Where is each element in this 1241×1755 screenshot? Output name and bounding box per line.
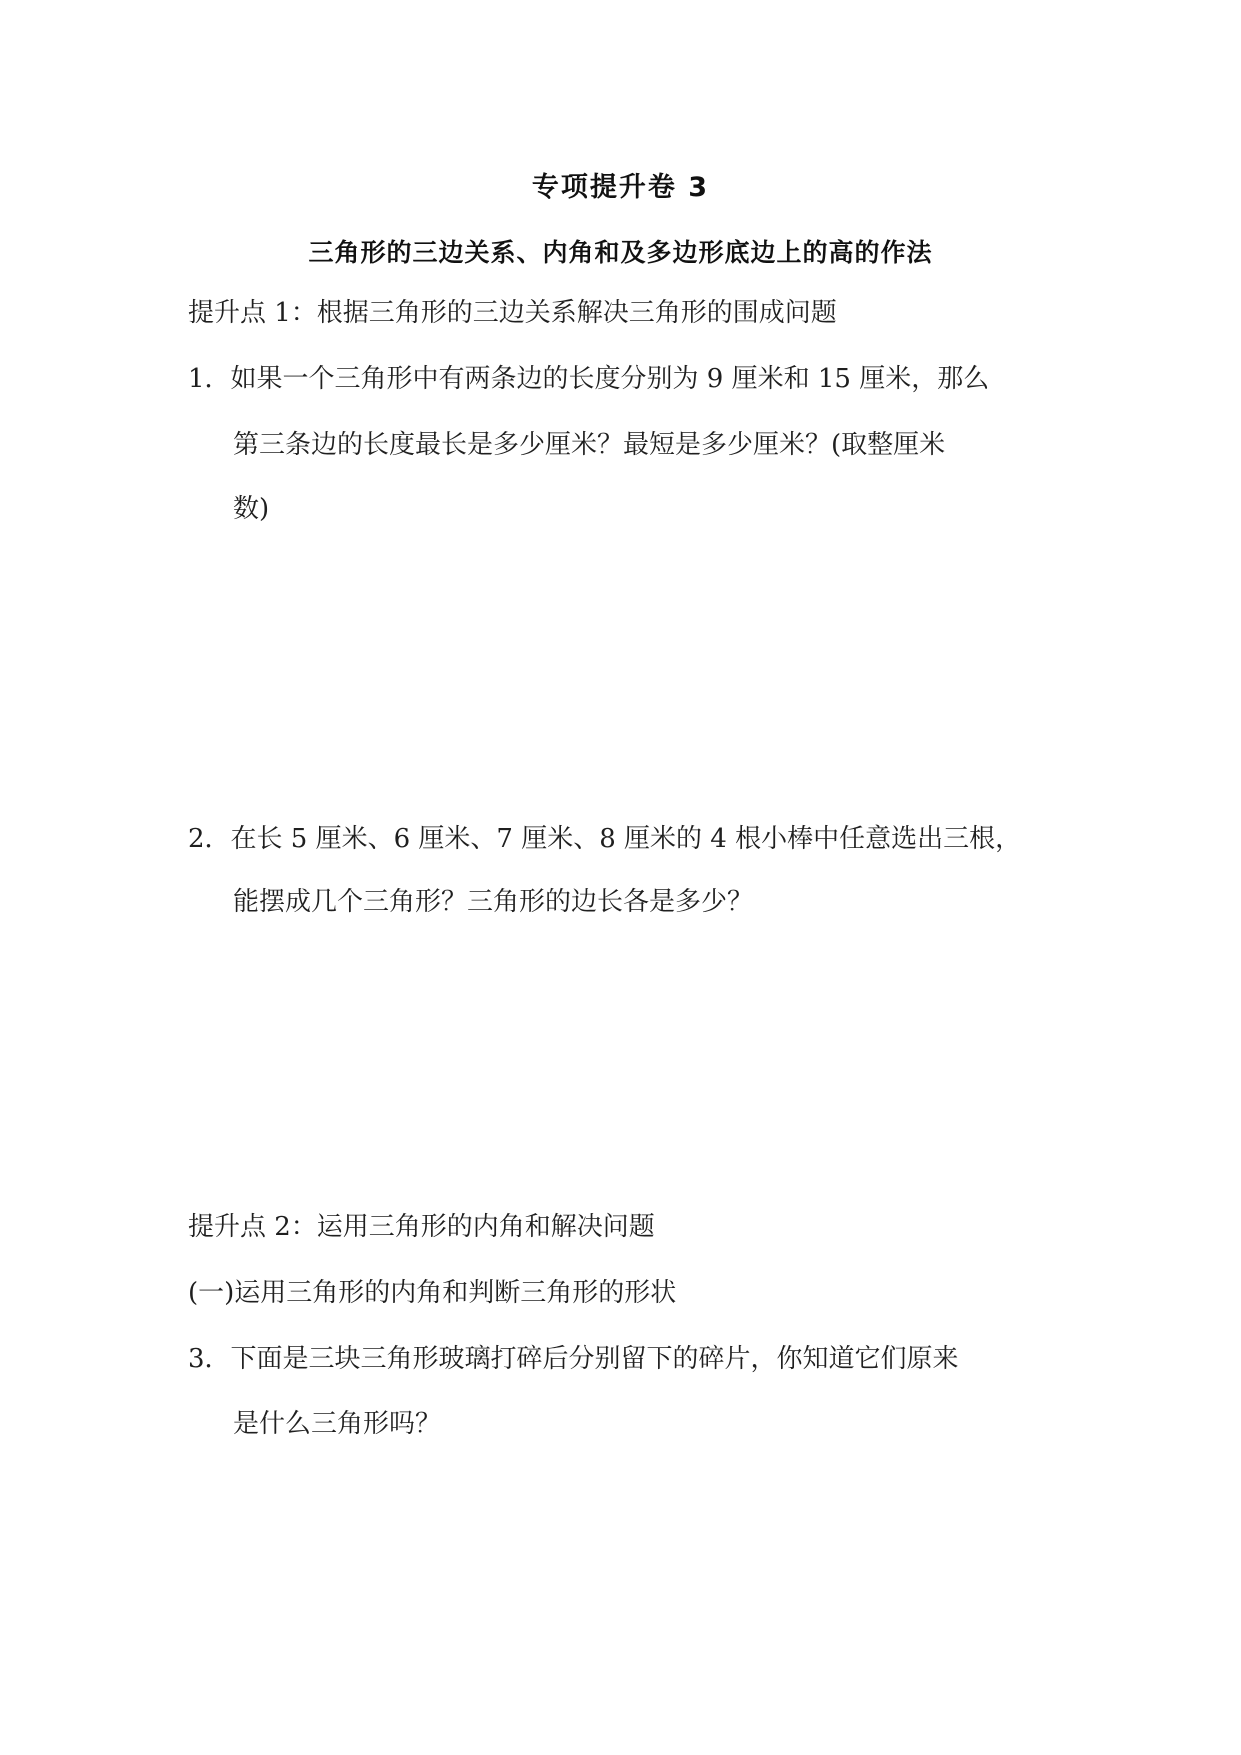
- question-1-line-1: 1．如果一个三角形中有两条边的长度分别为 9 厘米和 15 厘米，那么: [188, 364, 990, 394]
- question-1-line-3: 数): [233, 494, 270, 524]
- section2-subheading: (一)运用三角形的内角和判断三角形的形状: [188, 1278, 677, 1308]
- question-3-line-2: 是什么三角形吗？: [233, 1409, 442, 1439]
- section2-heading: 提升点 2：运用三角形的内角和解决问题: [188, 1212, 655, 1242]
- section1-heading: 提升点 1：根据三角形的三边关系解决三角形的围成问题: [188, 298, 837, 328]
- question-1-line-2: 第三条边的长度最长是多少厘米？最短是多少厘米？(取整厘米: [233, 430, 946, 460]
- question-2-line-2: 能摆成几个三角形？三角形的边长各是多少？: [233, 887, 754, 917]
- question-2-line-1: 2．在长 5 厘米、6 厘米、7 厘米、8 厘米的 4 根小棒中任意选出三根，: [188, 824, 1022, 854]
- page-subtitle: 三角形的三边关系、内角和及多边形底边上的高的作法: [308, 238, 933, 267]
- question-3-line-1: 3．下面是三块三角形玻璃打碎后分别留下的碎片，你知道它们原来: [188, 1344, 959, 1374]
- page-title: 专项提升卷 3: [531, 172, 710, 203]
